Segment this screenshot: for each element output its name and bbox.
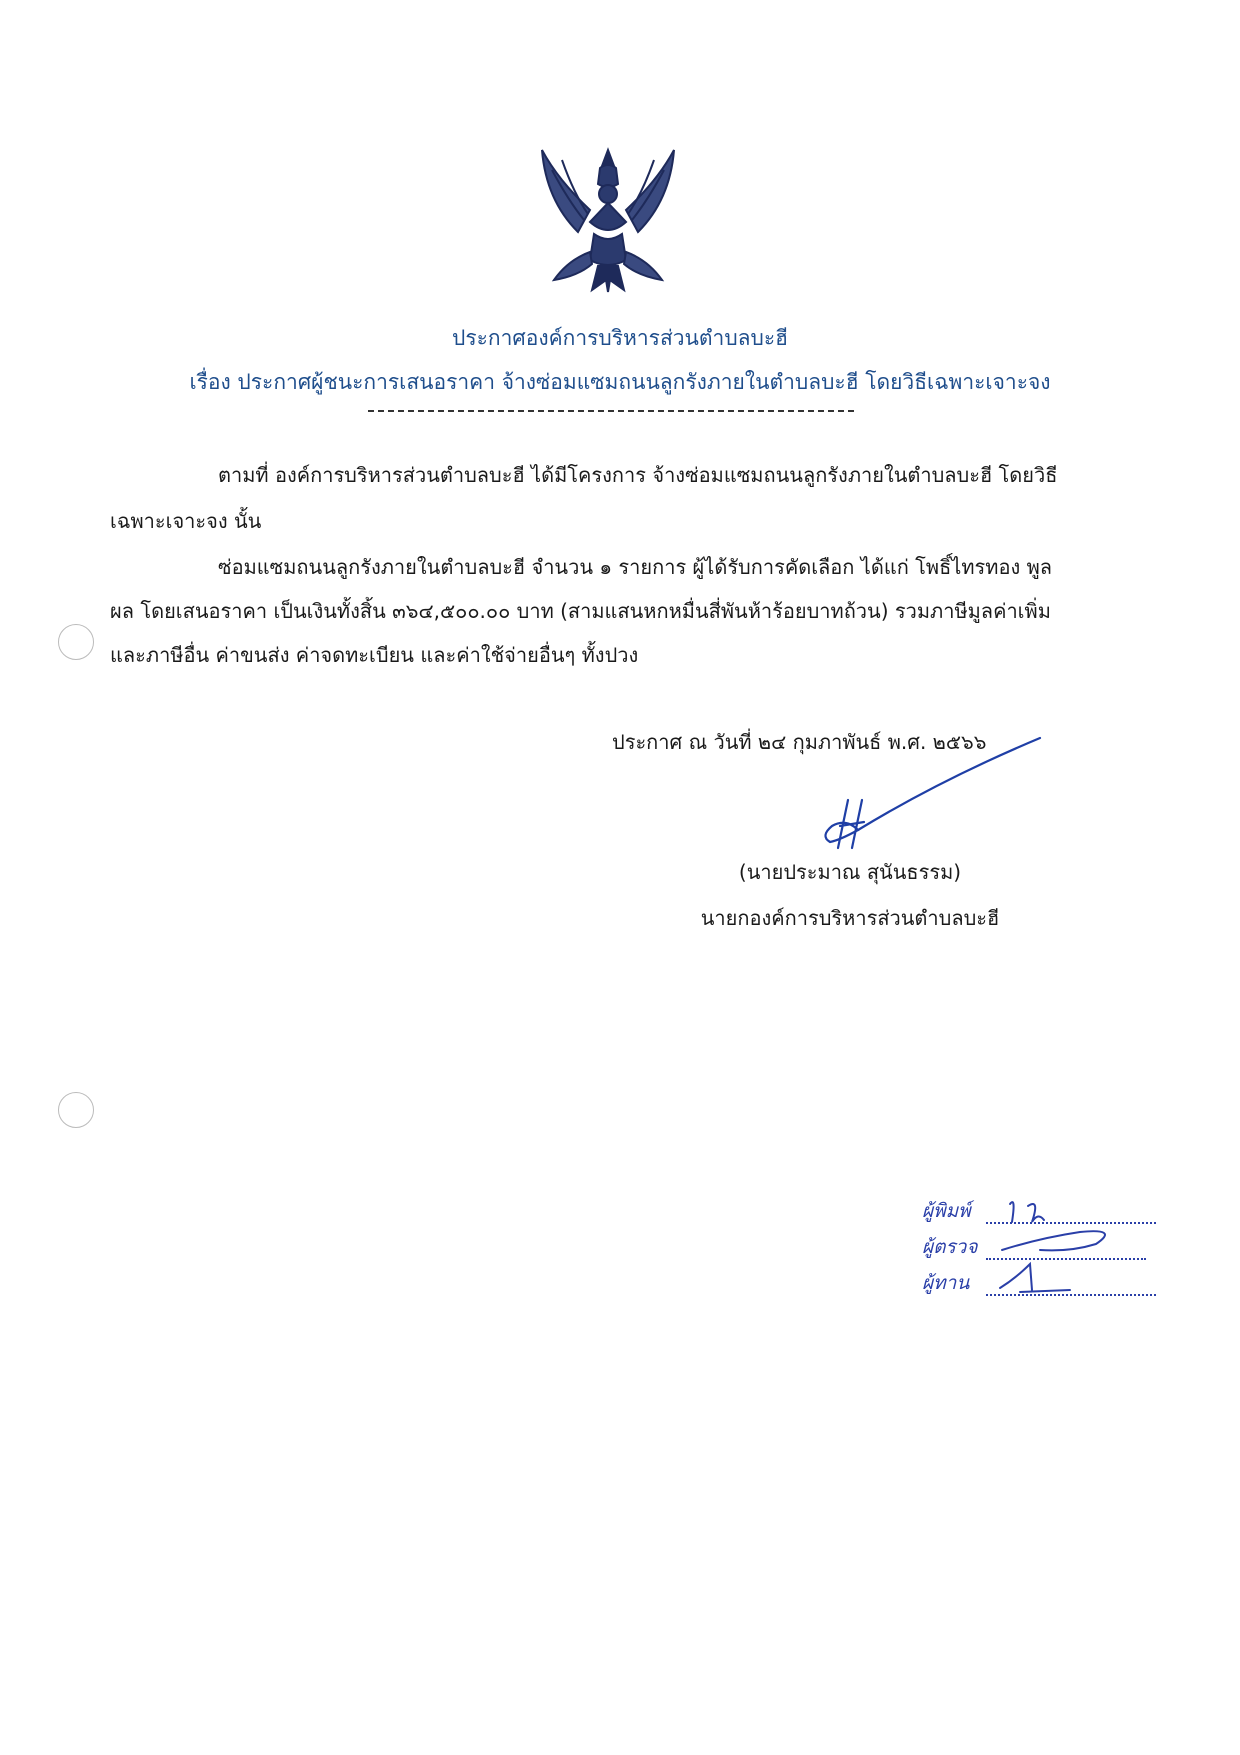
garuda-emblem-icon (528, 140, 688, 300)
stamp-initials-icon (920, 1192, 1160, 1302)
announcement-date: ประกาศ ณ วันที่ ๒๔ กุมภาพันธ์ พ.ศ. ๒๕๖๖ (612, 730, 987, 754)
stamp-checker-label: ผู้ตรวจ (922, 1236, 978, 1258)
separator-line (368, 410, 854, 412)
paragraph-2-line-1: ซ่อมแซมถนนลูกรังภายในตำบลบะฮี จำนวน ๑ รายการ ผู้ได้รับการคัดเลือก ได้แก่ โพธิ์ไทรทอง พูล (218, 555, 1053, 579)
signer-name: (นายประมาณ สุนันธรรม) (738, 860, 962, 884)
paragraph-2-line-2: ผล โดยเสนอราคา เป็นเงินทั้งสิ้น ๓๖๔,๕๐๐.๐๐ บาท (สามแสนหกหมื่นสี่พันห้าร้อยบาทถ้วน) รวมภาษีมูลค่าเพิ่ม (110, 599, 1051, 623)
handwritten-signature-icon (800, 730, 1060, 860)
paragraph-2-line-3: และภาษีอื่น ค่าขนส่ง ค่าจดทะเบียน และค่าใช้จ่ายอื่นๆ ทั้งปวง (110, 643, 639, 667)
punch-hole (58, 1092, 94, 1128)
paragraph-1-line-2: เฉพาะเจาะจง นั้น (110, 509, 262, 533)
paragraph-1-line-1: ตามที่ องค์การบริหารส่วนตำบลบะฮี ได้มีโครงการ จ้างซ่อมแซมถนนลูกรังภายในตำบลบะฮี โดยวิธี (218, 463, 1058, 487)
document-subject: เรื่อง ประกาศผู้ชนะการเสนอราคา จ้างซ่อมแซมถนนลูกรังภายในตำบลบะฮี โดยวิธีเฉพาะเจาะจง (189, 370, 1051, 394)
signer-position: นายกองค์การบริหารส่วนตำบลบะฮี (700, 906, 1000, 930)
document-title: ประกาศองค์การบริหารส่วนตำบลบะฮี (452, 326, 788, 350)
stamp-typist-label: ผู้พิมพ์ (922, 1200, 971, 1222)
stamp-reviewer-label: ผู้ทาน (922, 1272, 970, 1294)
punch-hole (58, 624, 94, 660)
